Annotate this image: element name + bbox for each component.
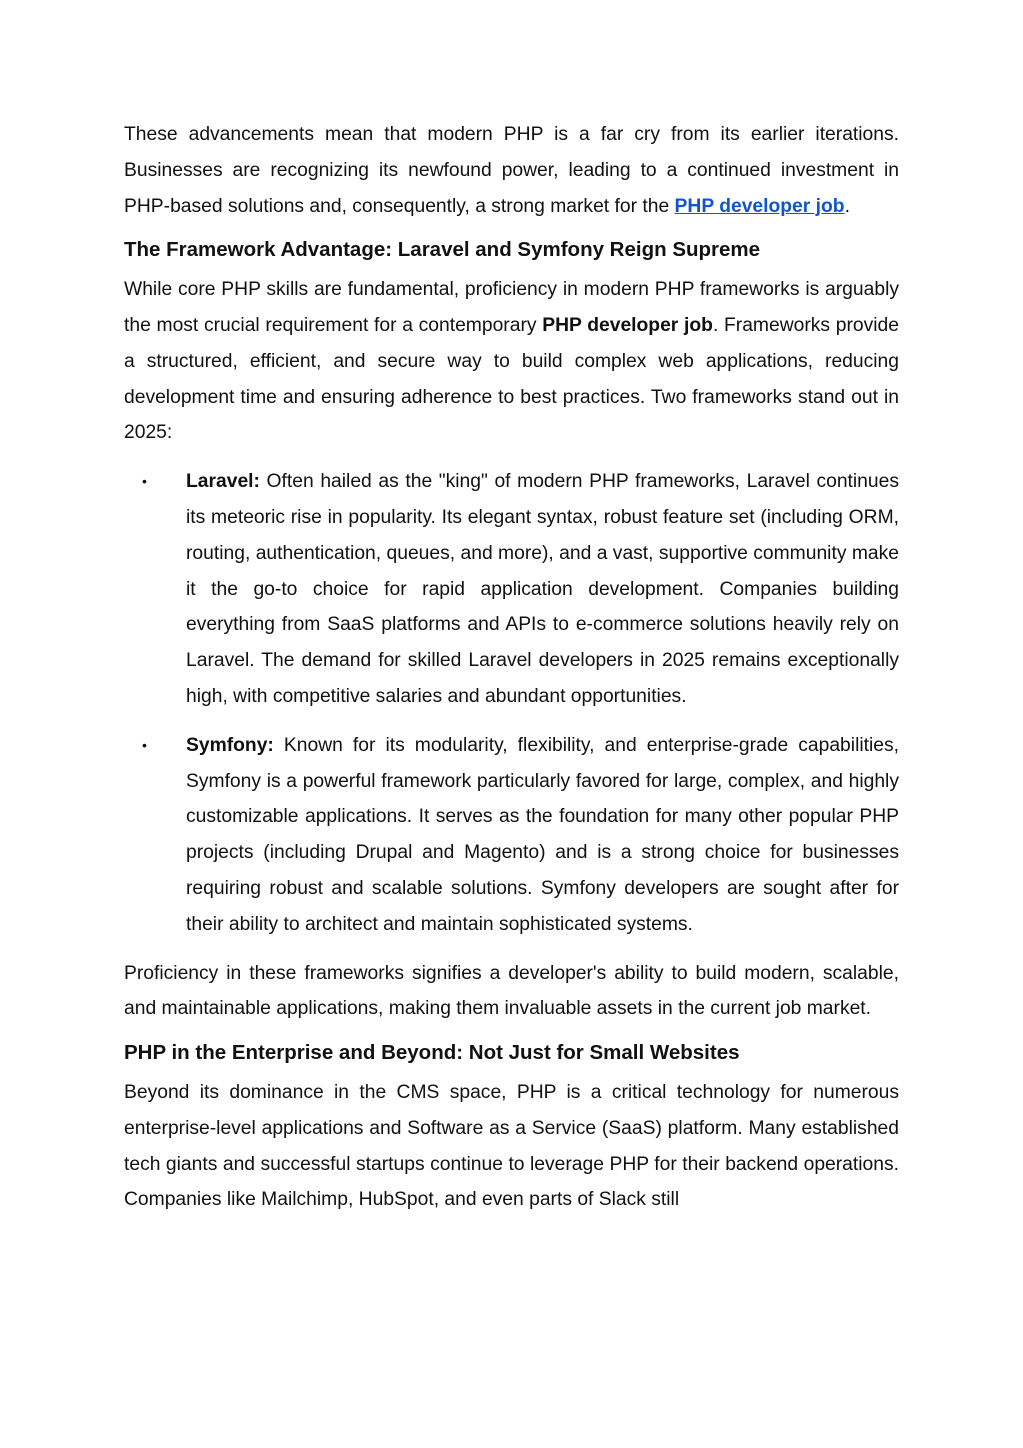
frameworks-text-after: . Frameworks provide a structured, efficient, and secure way to build complex web applications, reducing development time and ensuring adherence to best practices. Two frameworks stand out in 2025:: [124, 314, 899, 444]
enterprise-paragraph: Beyond its dominance in the CMS space, PHP is a critical technology for numerous enterprise-level applications and Software as a Service (SaaS) platform. Many established tech giants and successful startups continue to leverage PHP for their backend operations. Companies like Mailchimp, HubSpot, and even parts of Slack still: [124, 1081, 899, 1211]
list-item-text: Often hailed as the "king" of modern PHP frameworks, Laravel continues its meteoric rise in popularity. Its elegant syntax, robust feature set (including ORM, routing, authentication, queues, and more), and a vast, supportive community make it the go-to choice for rapid application development. Companies building everything from SaaS platforms and APIs to e-commerce solutions heavily rely on Laravel. The demand for skilled Laravel developers in 2025 remains exceptionally high, with competitive salaries and abundant opportunities.: [186, 471, 899, 707]
frameworks-paragraph: [124, 272, 899, 451]
section-heading-frameworks: The Framework Advantage: Laravel and Symfony Reign Supreme: [124, 238, 761, 262]
frameworks-bold-phrase: PHP developer job: [542, 314, 713, 336]
frameworks-text-before: While core PHP skills are fundamental, proficiency in modern PHP frameworks is arguably the most crucial requirement for a contemporary: [124, 279, 899, 336]
bullet-icon: •: [142, 736, 147, 753]
list-item-symfony: [124, 728, 899, 943]
document-page: [124, 117, 899, 1218]
list-item-label: Laravel:: [186, 471, 260, 493]
section-heading-enterprise: PHP in the Enterprise and Beyond: Not Just for Small Websites: [124, 1041, 740, 1065]
proficiency-paragraph: Proficiency in these frameworks signifies a developer's ability to build modern, scalable, and maintainable applications, making them invaluable assets in the current job market.: [124, 962, 899, 1020]
php-developer-job-link[interactable]: PHP developer job: [674, 195, 845, 217]
list-item-label: Symfony:: [186, 734, 274, 756]
list-item-text: Known for its modularity, flexibility, and enterprise-grade capabilities, Symfony is a powerful framework particularly favored for large, complex, and highly customizable applications. It serves as the foundation for many other popular PHP projects (including Drupal and Magento) and is a strong choice for businesses requiring robust and scalable solutions. Symfony developers are sought after for their ability to architect and maintain sophisticated systems.: [186, 734, 899, 935]
intro-paragraph: [124, 117, 899, 224]
frameworks-list: [124, 464, 899, 942]
intro-text: These advancements mean that modern PHP is a far cry from its earlier iterations. Businesses are recognizing its newfound power, leading to a continued investment in PHP-based solutions and, consequently, a strong market for the: [124, 124, 899, 217]
intro-end: .: [844, 195, 850, 217]
list-item-laravel: [124, 464, 899, 715]
bullet-icon: •: [142, 473, 147, 490]
